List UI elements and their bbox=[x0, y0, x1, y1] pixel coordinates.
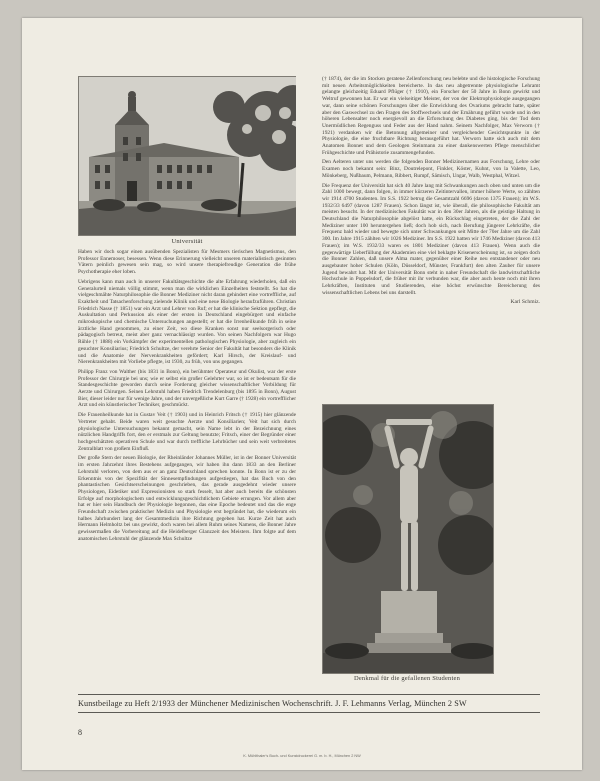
left-column bbox=[78, 76, 296, 546]
right-article-text bbox=[322, 76, 540, 396]
printer-imprint: K. Mühlthaler's Buch- und Kunstdruckerei G. m. b. H., München 2 NW bbox=[243, 754, 361, 758]
footer-rule-top bbox=[78, 694, 540, 695]
right-paragraph-2: Den Aelteren unter uns werden die folgenden Bonner Medizinernamen aus Forschung, Lehre oder Examen noch bekannt sein: Binz, Doutrelepont, Finkler, Köster, Kuhnt, von la Valette, Leo, Mönkeberg, Nußbaum, Pelmann, Ribbert, Rumpf, Sämisch, Ungar, Walb, Westphal, Witzel. bbox=[322, 159, 540, 179]
university-caption: Universität bbox=[171, 238, 203, 245]
monument-caption: Denkmal für die gefallenen Studenten bbox=[353, 675, 461, 682]
left-paragraph-4: Die Frauenheilkunde hat in Gustav Veit († 1903) und in Heinrich Fritsch († 1915) hier glänzende Vertreter gehabt. Beide waren weit gesuchte Aerzte und Konsiliarien; Veit hat sich durch physiologische Untersuchungen bekannt gemacht, sein Name lebt in der Bezeichnung eines nützlichen Handgriffs fort, den er erstmals zur Geltung benutzte; Fritsch, einer der Begründer einer hochgeschätzten operativen Schule und war durch treffliche Lehrbücher und sein weit verbreitetes Zentralblatt von großem Einfluß. bbox=[78, 412, 296, 452]
university-building-illustration bbox=[79, 77, 296, 235]
university-photo bbox=[78, 76, 296, 236]
author-signature: Karl Schmiz. bbox=[510, 298, 540, 305]
right-paragraph-3: Die Frequenz der Universität hat sich 40 Jahre lang mit Schwankungen auch oben und unten um die Zahl 1000 bewegt, dann folgen, in immer kürzeren Zeitintervallen, immer höhere Werte, so zählten wir 1914 4700 Studenten. Im S.S. 1922 betrug die Gesamtzahl 6696 (davon 1375 Frauen); im W.S. 1932/33 6497 (davon 1287 Frauen). Schon längst ist, wie überall, die philosophische Fakultät am meisten besucht. In der medizinischen Fakultät war in den 30er Jahren, als die geistige Haltung in Deutschland die Naturphilosophie abgelöst hatte, ein Rückschlag eingetreten, der die Zahl der Mediziner unter 100 heruntergehen ließ; doch hob sich, nach Berufung jüngerer Lehrkräfte, die Frequenz bald wieder und bewegte sich unter Schwankungen seit Mitte der 70er Jahre um die Zahl 300. Im Jahre 1915 zählten wir 1026 Mediziner. Im S.S. 1922 hatten wir 1746 Mediziner (davon 413 Frauen); im W.S. 1932/33 waren es 1801 Mediziner (davon 413 Frauen). Wenn auch die gegenwärtige Ueberfüllung der Akademien eine viel beklagte Krisenerscheinung ist, so zeigen doch die Bonner Zahlen, daß unsere Alma mater, gegenüber einer Reihe neu entstandener oder neu ausgebauter hoher Schulen (Köln, Düsseldorf, Münster, Frankfurt) den alten Zauber für unsere Jugend bewahrt hat. Mit der Universität Bonn steht in naher Freundschaft die landwirtschaftliche Hochschule in Poppelsdorf, die früher mit ihr verbunden war, die aber auch heute noch mit ihren Lehrkräften, Instituten und Studierenden, eine höchst erwünschte Bereicherung des wissenschaftlichen Lebens bei uns darstellt. bbox=[322, 182, 540, 296]
left-paragraph-1: Haben wir doch sogar einen ausübenden Spezialisten für Mesmers tierischen Magnetismus, den Professor Ennemoser, besessen. Wenn diese Erinnerung vielleicht unseren materialistisch gesinnten Vätern peinlich gewesen sein mag, so wird unsere therapiefreudige Generation die frühe Psychotherapie eher loben. bbox=[78, 249, 296, 276]
right-paragraph-1: († 1874), der die im Stocken geratene Zellenforschung neu belebte und die histologische Forschung mit neuen Arbeitsmöglichkeiten bereicherte. In das neu abgetrennte physiologische Lehramt gelangte gleichzeitig Eduard Pflüger († 1910), ein Forscher der 50 Jahre in Bonn gewirkt und Weltruf gewonnen hat. Er war ein vielseitiger Meister, der von der Elektrophysiologie ausgegangen war, dann seine schönen Forschungen über die Entwicklung des Ovariums gebracht hatte, später aber den Gaswechsel zu den Fragen des Stoffwechsels und der Ernährung geführt wurde und in den höheren Lebensalter noch energievoll an die Erforschung des Diabetes ging, bis der Tod dem Unermüdlichen Regenguss und Feder aus der Hand nahm. Seinem Nachfolger, Max Verworn († 1921) verdanken wir die Betonung allgemeiner und vergleichender Gesichtspunkte in der Physiologie, die eine fruchtbare Richtung herausgeführt hat. Verworn hatte sich auch mit dem Anatomen Bonnet und dem Geologen Steinmann zu einer dankenswerten Pflege menschlicher Frühgeschichte und Prähistorie zusammengefunden. bbox=[322, 76, 540, 156]
monument-photo bbox=[322, 404, 494, 674]
left-paragraph-3: Philipp Franz von Walther (bis 1831 in Bonn), ein berühmter Operateur und Okulist, war der erste Professor der Chirurgie bei uns; wie er selbst ein großer Gelehrter war, so ist er bedeutsam für die Standesgeschichte geworden durch seine Forderung gleicher wissenschaftlicher Vorbildung für Aerzte und Chirurgen. Seinen Lehrstuhl haben Friedrich Trendelenburg (bis 1895 in Bonn), August Bier, dieser leider nur für wenige Jahre, und der unvergeßliche Kurt Garre († 1928) ein vortrefflicher Arzt und ein künstlerischer Techniker, geschmückt. bbox=[78, 368, 296, 409]
page-sheet bbox=[22, 18, 582, 770]
left-paragraph-5: Der große Stern der neuen Biologie, der Rheinländer Johannes Müller, ist in der Bonner Universität im ersten Jahrzehnt ihres Bestehens aufgegangen, wir haben ihn dann 1833 an den Berliner Lehrstuhl verloren, von dem aus er an ganz Deutschland sprechen konnte. In Bonn ist er zu der Erkenntnis von der Spezifität der Sinnesempfindungen aufgestiegen, hat das Buch von den phantastischen Gesichtserscheinungen geschrieben, das gerade ausgedehnt wieder unsere Physiologen, Eidetiker und Expressionisten so stark fesselt, hat aber auch bereits die schönsten Erfolge auf morphologischem und entwicklungsgeschichtlichem Gebiete errungen. Vor allem aber hat er hier sein Handbuch der Physiologie begonnen, das eine Epoche bedeutet und das die enge Freundschaft zwischen praktischer Medizin und Physiologie erst begründet hat, die wiederum ein halbes Jahrhundert lang der Gesamtmedizin ihre Richtung gegeben hat. Kurze Zeit hat auch Hermann Helmholtz bei uns gewirkt, doch waren bei allem Ruhm seines Namens, die Bonner Jahre gewissermaßen die Vorbereitung auf die Heidelberger Glanzzeit des Meisters. Ihm folgte auf dem anatomischen Lehrstuhl der glänzende Max Schultze bbox=[78, 455, 296, 542]
page-number: 8 bbox=[78, 728, 82, 737]
student-memorial-illustration bbox=[323, 405, 493, 673]
left-article-text bbox=[78, 249, 296, 543]
publication-credit: Kunstbeilage zu Heft 2/1933 der Münchener Medizinischen Wochenschrift. J. F. Lehmanns Verlag, München 2 SW bbox=[78, 699, 467, 708]
left-paragraph-2: Uebrigens kann man auch in unserer Fakultätsgeschichte die alte Erfahrung wiederholen, daß ein Generalurteil niemals völlig stimmt, wenn man die wirklichen Einzelheiten feststellt. So hat die vielgeschmähte Naturphilosophie die Bonner Mediziner nicht daran gehindert eine vortreffliche, auf Exaktheit und Tatsachenforschung zielende Klinik und eine neue Biologie heraufzuführen. Christian Friedrich Nasse († 1851) war ein Arzt und Lehrer von Ruf; er hat die klinische Sektion gepflegt, die Auskultation und Perkussion als einer der ersten in Deutschland eingebürgert und einfache mikroskopische und chemische Untersuchungen angestellt; er hat die Irrenheilkunde früh in seine ärztliche Hand genommen, zu einer Zeit, wo diese Kranken sonst nur seelsorgerisch oder pädagogisch betreut, meist aber ganz vernachlässigt wurden. Von seinen Nachfolgern war Hugo Rühle († 1888) ein Vorkämpfer der experimentellen pathologischen Physiologie, aber zugleich ein gesuchter Konsiliarius; Friedrich Schultze, der verehrte Senior der Fakultät hat besonders die Klinik und die Anatomie der Nervenkrankheiten gefördert; Karl Hirsch, der Kreislauf- und Nierenkrankheiten mit Vorliebe pflegte, ist 1930, zu früh, von uns gegangen. bbox=[78, 278, 296, 366]
footer-rule-bottom bbox=[78, 712, 540, 713]
